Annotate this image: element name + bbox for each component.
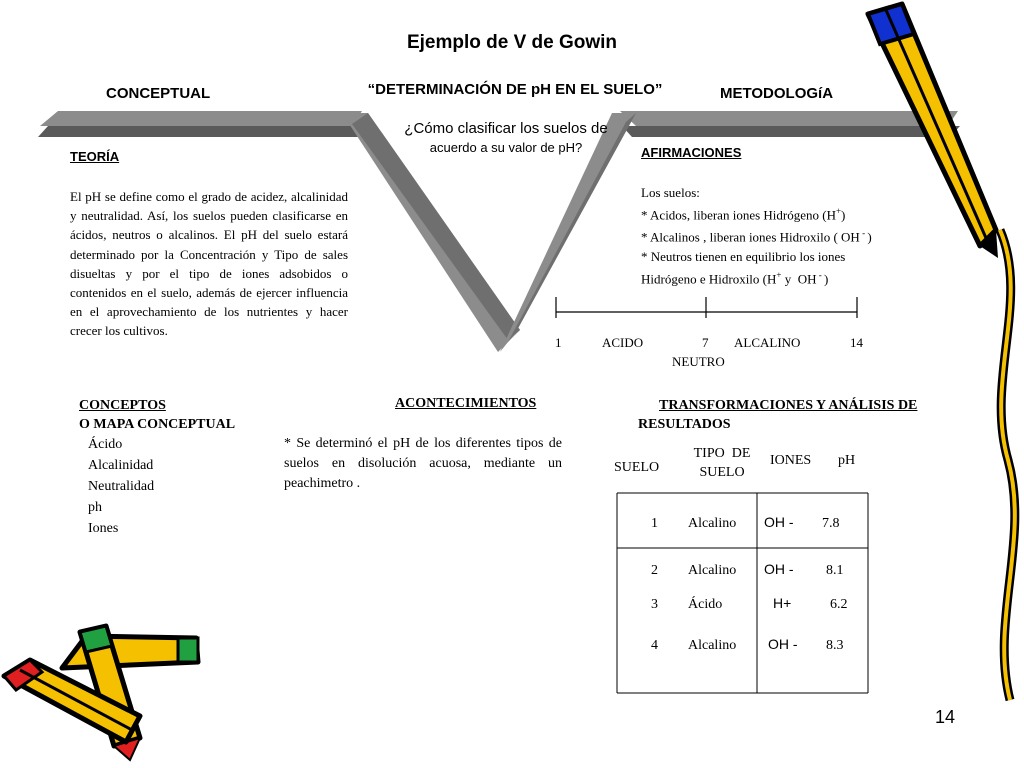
diagram-subtitle: “DETERMINACIÓN DE pH EN EL SUELO” (367, 81, 663, 98)
page-number: 14 (935, 707, 956, 727)
focus-question-line1: ¿Cómo clasificar los suelos de (404, 120, 608, 137)
cell-ion: OH - (764, 514, 794, 530)
table-header-ph: pH (838, 453, 856, 468)
table-header-iones: IONES (770, 453, 812, 468)
left-header: CONCEPTUAL (106, 85, 211, 102)
afirmaciones-line (641, 202, 872, 224)
cell-suelo: 2 (651, 563, 658, 578)
cell-ph: 8.3 (826, 638, 844, 653)
cell-tipo: Alcalino (688, 638, 737, 653)
ph-scale (556, 297, 857, 318)
afirmaciones-line (641, 266, 872, 288)
afirm-sup: - (816, 269, 824, 280)
conceptos-list (88, 434, 154, 539)
v-right-shadow (622, 126, 960, 137)
list-item: Neutralidad (88, 479, 155, 494)
v-right-bar (620, 111, 958, 126)
table-header-suelo: SUELO (614, 460, 660, 475)
cell-tipo: Alcalino (688, 516, 737, 531)
afirmaciones-line (641, 224, 872, 246)
acontecimientos-heading: ACONTECIMIENTOS (395, 396, 537, 411)
right-header: METODOLOGíA (720, 85, 834, 102)
cell-ion: OH - (768, 636, 798, 652)
table-header-tipo-line1: TIPO DE (693, 446, 751, 461)
list-item: Alcalinidad (88, 458, 154, 473)
v-left-bar (40, 111, 362, 126)
table-header-tipo (680, 444, 764, 482)
cell-ion: OH - (764, 561, 794, 577)
afirmaciones-line: * Neutros tienen en equilibrio los iones (641, 248, 846, 264)
list-item: ph (88, 500, 102, 515)
scale-value-14: 14 (850, 335, 863, 350)
scale-value-7: 7 (702, 335, 709, 350)
cell-suelo: 1 (651, 516, 658, 531)
list-item: Iones (88, 521, 119, 536)
pencils-bottom-left-icon (4, 626, 198, 760)
afirm-text: * Acidos, liberan iones Hidrógeno (H (641, 207, 836, 223)
afirm-sup: + (835, 206, 842, 216)
afirm-sup: + (776, 269, 782, 280)
teoria-text: El pH se define como el grado de acidez, alcalinidad y neutralidad. Así, los suelos pueden clasificarse en ácidos, neutros o alcalinos. El pH del suelo estará determinado por la Concentración y Tipo de sales disueltas y por el tipo de iones adsobidos o contenidos en el suelo, además de ejercer influencia en el aprovechamiento de los nutrientes y hacer crecer los cultivos. (70, 189, 348, 339)
cell-ph: 7.8 (822, 516, 840, 531)
cell-ph: 6.2 (830, 597, 848, 612)
v-left-shadow (38, 126, 372, 137)
conceptos-heading-line2: O MAPA CONCEPTUAL (79, 417, 236, 432)
afirm-sup: - (859, 228, 868, 239)
focus-question-line2: acuerdo a su valor de pH? (429, 140, 583, 155)
afirm-text: ) (867, 229, 872, 245)
cell-suelo: 4 (651, 638, 658, 653)
cell-suelo: 3 (651, 597, 658, 612)
afirmaciones-heading: AFIRMACIONES (641, 145, 742, 160)
pencil-right-edge-icon (1000, 230, 1015, 700)
cell-ion: H+ (773, 595, 792, 611)
transformaciones-heading-line2: RESULTADOS (638, 417, 731, 432)
afirm-text: * Alcalinos , liberan iones Hidroxilo ( OH (641, 229, 860, 245)
focus-question (376, 119, 636, 157)
afirm-text: y OH (781, 270, 817, 286)
afirm-text: ) (824, 270, 829, 286)
ph-scale-labels (555, 335, 875, 375)
transformaciones-heading (638, 396, 917, 434)
scale-label-acido: ACIDO (602, 335, 644, 350)
teoria-heading: TEORÍA (70, 149, 120, 164)
list-item: Ácido (88, 437, 123, 452)
conceptos-heading (79, 396, 235, 434)
scale-value-1: 1 (555, 335, 562, 350)
cell-ph: 8.1 (826, 563, 844, 578)
conceptos-heading-line1: CONCEPTOS (79, 398, 166, 413)
afirmaciones-text (641, 183, 872, 288)
scale-label-alcalino: ALCALINO (734, 335, 801, 350)
afirm-text: ) (841, 207, 846, 223)
acontecimientos-text: * Se determinó el pH de los diferentes tipos de suelos en disolución acuosa, mediante un peachimetro . (284, 436, 562, 491)
table-header-tipo-line2: SUELO (699, 465, 745, 480)
afirm-text: Hidrógeno e Hidroxilo (H (641, 270, 777, 286)
afirmaciones-line: Los suelos: (641, 185, 700, 200)
cell-tipo: Alcalino (688, 563, 737, 578)
page-title: Ejemplo de V de Gowin (406, 32, 618, 53)
scale-label-neutro: NEUTRO (672, 354, 725, 369)
cell-tipo: Ácido (688, 597, 723, 612)
transformaciones-heading-line1: TRANSFORMACIONES Y ANÁLISIS DE (659, 398, 918, 413)
